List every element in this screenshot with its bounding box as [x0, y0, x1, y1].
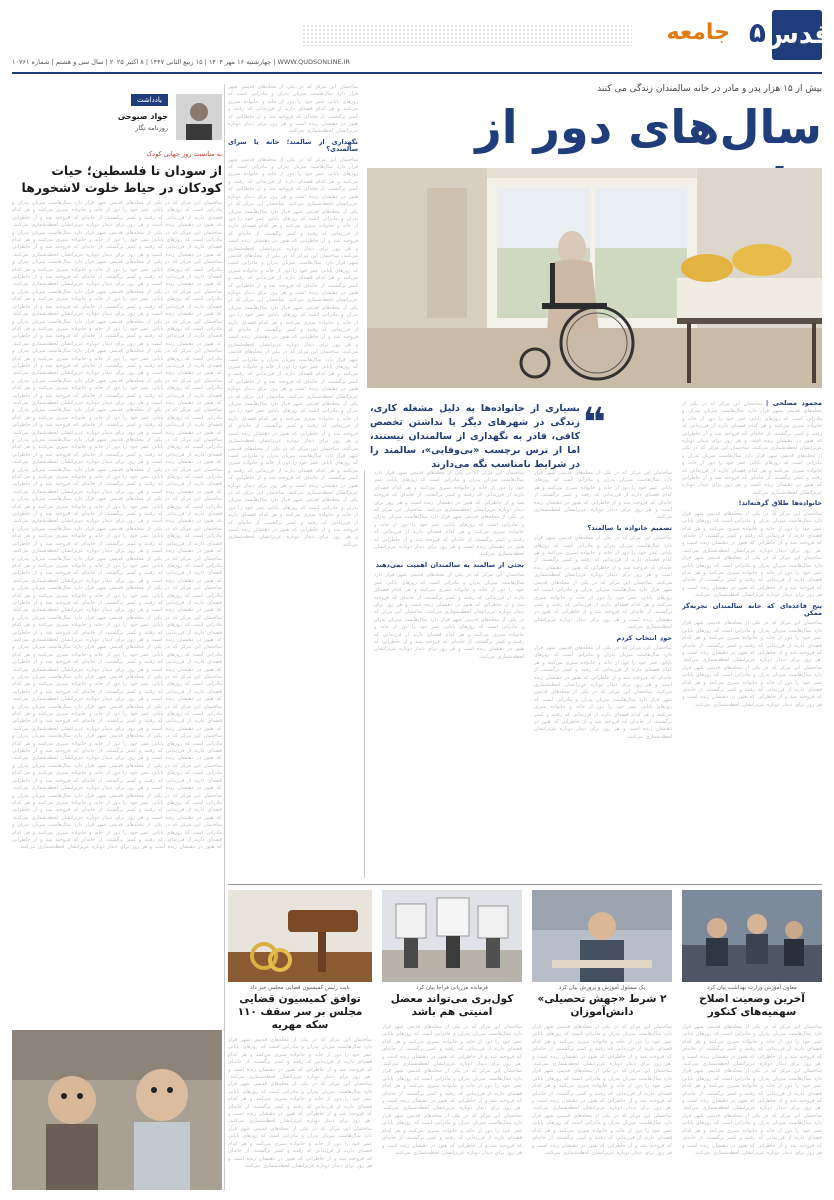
- author-role: روزنامه نگار: [135, 124, 168, 132]
- article-paragraph: ساختمان این مرکز که در یکی از محله‌های قدیمی شهر قرار دارد سال‌هاست میزبان پدران و مادرانی است که روزهای پایانی عمر خود را دور از خانه و خانواده سپری می‌کنند و هر کدام قصه‌ای دارند از فرزندانی که رفتند و کمتر برگشتند، از خانه‌ای که فروخته شد و از خاطراتی که هنوز در ذهنشان زنده است و هر روز برای دیدار دوباره عزیزانشان لحظه‌شماری می‌کنند.: [12, 466, 222, 495]
- author-portrait: [176, 94, 222, 140]
- article-paragraph: ساختمان این مرکز که در یکی از محله‌های قدیمی شهر قرار دارد سال‌هاست میزبان پدران و مادرانی است که روزهای پایانی عمر خود را دور از خانه و خانواده سپری می‌کنند و هر کدام قصه‌ای دارند از فرزندانی که رفتند و کمتر برگشتند، از خانه‌ای که فروخته شد و از خاطراتی که هنوز در ذهنشان زنده است و هر روز برای دیدار دوباره عزیزانشان لحظه‌شماری می‌کنند.: [12, 348, 222, 377]
- article-paragraph: ساختمان این مرکز که در یکی از محله‌های قدیمی شهر قرار دارد سال‌هاست میزبان پدران و مادرانی است که روزهای پایانی عمر خود را دور از خانه و خانواده سپری می‌کنند و هر کدام قصه‌ای دارند از فرزندانی که رفتند و کمتر برگشتند، از خانه‌ای که فروخته شد و از خاطراتی که هنوز در ذهنشان زنده است و هر روز برای دیدار دوباره عزیزانشان لحظه‌شماری می‌کنند.: [228, 156, 358, 208]
- article-paragraph: ساختمان این مرکز که در یکی از محله‌های قدیمی شهر قرار دارد سال‌هاست میزبان پدران و مادرانی است که روزهای پایانی عمر خود را دور از خانه و خانواده سپری می‌کنند و هر کدام قصه‌ای دارند از فرزندانی که رفتند و کمتر برگشتند، از خانه‌ای که فروخته شد و از خاطراتی که هنوز در ذهنشان زنده است و هر روز برای دیدار دوباره عزیزانشان لحظه‌شماری می‌کنند.: [228, 297, 358, 356]
- story-headline[interactable]: کول‌بری می‌تواند معضل امنیتی هم باشد: [390, 993, 514, 1018]
- article-paragraph: ساختمان این مرکز که در یکی از محله‌های قدیمی شهر قرار دارد سال‌هاست میزبان پدران و مادرانی است که روزهای پایانی عمر خود را دور از خانه و خانواده سپری می‌کنند و هر کدام قصه‌ای دارند از فرزندانی که رفتند و کمتر برگشتند، از خانه‌ای که فروخته شد و از خاطراتی که هنوز در ذهنشان زنده است و هر روز برای دیدار دوباره عزیزانشان لحظه‌شماری می‌کنند.: [228, 84, 358, 135]
- article-paragraph: ساختمان این مرکز که در یکی از محله‌های قدیمی شهر قرار دارد سال‌هاست میزبان پدران و مادرانی است که روزهای پایانی عمر خود را دور از خانه و خانواده سپری می‌کنند و هر کدام قصه‌ای دارند از فرزندانی که رفتند و کمتر برگشتند، از خانه‌ای که فروخته شد و از خاطراتی که هنوز در ذهنشان زنده است و هر روز برای دیدار دوباره عزیزانشان لحظه‌شماری می‌کنند.: [682, 1112, 822, 1156]
- article-paragraph: ساختمان این مرکز که در یکی از محله‌های قدیمی شهر قرار دارد سال‌هاست میزبان پدران و مادرانی است که روزهای پایانی عمر خود را دور از خانه و خانواده سپری می‌کنند و هر کدام قصه‌ای دارند از فرزندانی که رفتند و کمتر برگشتند، از خانه‌ای که فروخته شد و از خاطراتی که هنوز در ذهنشان زنده است و هر روز برای دیدار دوباره عزیزانشان لحظه‌شماری می‌کنند.: [682, 620, 822, 664]
- column-divider: [224, 84, 225, 1190]
- article-paragraph: ساختمان این مرکز که در یکی از محله‌های قدیمی شهر قرار دارد سال‌هاست میزبان پدران و مادرانی است که روزهای پایانی عمر خود را دور از خانه و خانواده سپری می‌کنند و هر کدام قصه‌ای دارند از فرزندانی که رفتند و کمتر برگشتند، از خانه‌ای که فروخته شد و از خاطراتی که هنوز در ذهنشان زنده است و هر روز برای دیدار دوباره عزیزانشان لحظه‌شماری می‌کنند.: [228, 1125, 372, 1169]
- main-body-col-1: [682, 400, 822, 878]
- header-decoration: [302, 24, 632, 46]
- opinion-headline[interactable]: از سودان تا فلسطین؛ حیات کودکان در حیاط خلوت لاشخورها: [21, 163, 222, 195]
- bottom-story-3[interactable]: [382, 890, 522, 1190]
- article-paragraph: ساختمان این مرکز که در یکی از محله‌های قدیمی شهر قرار دارد سال‌هاست میزبان پدران و مادرانی است که روزهای پایانی عمر خود را دور از خانه و خانواده سپری می‌کنند و هر کدام قصه‌ای دارند از فرزندانی که رفتند و کمتر برگشتند، از خانه‌ای که فروخته شد و از خاطراتی که هنوز در ذهنشان زنده است و هر روز برای دیدار دوباره عزیزانشان لحظه‌شماری می‌کنند.: [228, 252, 358, 304]
- story-body: [382, 1024, 522, 1189]
- porters-illustration: [382, 890, 522, 982]
- column-divider: [364, 470, 365, 878]
- article-paragraph: ساختمان این مرکز که در یکی از محله‌های قدیمی شهر قرار دارد سال‌هاست میزبان پدران و مادرانی است که روزهای پایانی عمر خود را دور از خانه و خانواده سپری می‌کنند و هر کدام قصه‌ای دارند از فرزندانی که رفتند و کمتر برگشتند، از خانه‌ای که فروخته شد و از خاطراتی که هنوز در ذهنشان زنده است و هر روز برای دیدار دوباره عزیزانشان لحظه‌شماری می‌کنند.: [374, 609, 524, 660]
- article-paragraph: ساختمان این مرکز که در یکی از محله‌های قدیمی شهر قرار دارد سال‌هاست میزبان پدران و مادرانی است که روزهای پایانی عمر خود را دور از خانه و خانواده سپری می‌کنند و هر کدام قصه‌ای دارند از فرزندانی که رفتند و کمتر برگشتند، از خانه‌ای که فروخته شد و از خاطراتی که هنوز در ذهنشان زنده است و هر روز برای دیدار دوباره عزیزانشان لحظه‌شماری می‌کنند.: [12, 525, 222, 555]
- story-kicker: فرمانده مرزبانی فراجا بیان کرد: [416, 985, 488, 991]
- article-byline: محمود مصلحی |: [765, 400, 822, 407]
- story-photo-porters: [382, 890, 522, 982]
- opinion-kicker: به مناسبت روز جهانی کودک: [146, 150, 222, 158]
- story-headline[interactable]: ۲ شرط «جهش تحصیلی» دانش‌آموزان: [537, 993, 667, 1018]
- article-paragraph: ساختمان این مرکز که در یکی از محله‌های قدیمی شهر قرار دارد سال‌هاست میزبان پدران و مادرانی است که روزهای پایانی عمر خود را دور از خانه و خانواده سپری می‌کنند و هر کدام قصه‌ای دارند از فرزندانی که رفتند و کمتر برگشتند، از خانه‌ای که فروخته شد و از خاطراتی که هنوز در ذهنشان زنده است و هر روز برای دیدار دوباره عزیزانشان لحظه‌شماری می‌کنند.: [12, 200, 222, 229]
- article-paragraph: ساختمان این مرکز که در یکی از محله‌های قدیمی شهر قرار دارد سال‌هاست میزبان پدران و مادرانی است که روزهای پایانی عمر خود را دور از خانه و خانواده سپری می‌کنند و هر کدام قصه‌ای دارند از فرزندانی که رفتند و کمتر برگشتند، از خانه‌ای که فروخته شد و از خاطراتی که هنوز در ذهنشان زنده است و هر روز برای دیدار دوباره عزیزانشان لحظه‌شماری می‌کنند.: [12, 288, 222, 318]
- page-header: [12, 10, 831, 70]
- article-paragraph: ساختمان این مرکز که در یکی از محله‌های قدیمی شهر قرار دارد سال‌هاست میزبان پدران و مادرانی است که روزهای پایانی عمر خود را دور از خانه و خانواده سپری می‌کنند و هر کدام قصه‌ای دارند از فرزندانی که رفتند و کمتر برگشتند، از خانه‌ای که فروخته شد و از خاطراتی که هنوز در ذهنشان زنده است و هر روز برای دیدار دوباره عزیزانشان لحظه‌شماری می‌کنند.: [12, 822, 222, 851]
- story-photo-gavel-rings: [228, 890, 372, 982]
- main-body-col-4: [228, 84, 358, 878]
- article-subhead: تصمیم خانواده یا سالمند؟: [587, 523, 672, 532]
- article-paragraph: ساختمان این مرکز که در یکی از محله‌های قدیمی شهر قرار دارد سال‌هاست میزبان پدران و مادرانی است که روزهای پایانی عمر خود را دور از خانه و خانواده سپری می‌کنند و هر کدام قصه‌ای دارند از فرزندانی که رفتند و کمتر برگشتند، از خانه‌ای که فروخته شد و از خاطراتی که هنوز در ذهنشان زنده است و هر روز برای دیدار دوباره عزیزانشان لحظه‌شماری می‌کنند.: [12, 496, 222, 525]
- date-line: WWW.QUDSONLINE.IR | چهارشنبه ۱۶ مهر ۱۴۰۴ | ۱۵ ربیع الثانی ۱۴۴۷ | ۸ اکتبر ۲۰۲۵ | سال سی و هشتم | شماره ۱۰۷۶۱: [12, 58, 351, 66]
- bottom-story-4[interactable]: [228, 890, 372, 1190]
- article-paragraph: ساختمان این مرکز که در یکی از محله‌های قدیمی شهر قرار دارد سال‌هاست میزبان پدران و مادرانی است که روزهای پایانی عمر خود را دور از خانه و خانواده سپری می‌کنند و هر کدام قصه‌ای دارند از فرزندانی که رفتند و کمتر برگشتند، از خانه‌ای که فروخته شد و از خاطراتی که هنوز در ذهنشان زنده است و هر روز برای دیدار دوباره عزیزانشان لحظه‌شماری می‌کنند.: [228, 393, 358, 452]
- quote-mark-icon: ❝: [582, 400, 606, 446]
- page-number: ۵: [748, 16, 766, 49]
- article-paragraph: ساختمان این مرکز که در یکی از محله‌های قدیمی شهر قرار دارد سال‌هاست میزبان پدران و مادرانی است که روزهای پایانی عمر خود را دور از خانه و خانواده سپری می‌کنند و هر کدام قصه‌ای دارند از فرزندانی که رفتند و کمتر برگشتند، از خانه‌ای که فروخته شد و از خاطراتی که هنوز در ذهنشان زنده است و هر روز برای دیدار دوباره عزیزانشان لحظه‌شماری می‌کنند.: [682, 1024, 822, 1068]
- story-headline[interactable]: آخرین وضعیت اصلاح سهمیه‌های کنکور: [699, 993, 805, 1018]
- author-name: جواد صبوحی: [117, 112, 168, 121]
- article-paragraph: ساختمان این مرکز که در یکی از محله‌های قدیمی شهر قرار دارد سال‌هاست میزبان پدران و مادرانی است که روزهای پایانی عمر خود را دور از خانه و خانواده سپری می‌کنند و هر کدام قصه‌ای دارند از فرزندانی که رفتند و کمتر برگشتند، از خانه‌ای که فروخته شد و از خاطراتی که هنوز در ذهنشان زنده است و هر روز برای دیدار دوباره عزیزانشان لحظه‌شماری می‌کنند.: [228, 201, 358, 259]
- story-kicker: نایب رئیس کمیسیون قضایی مجلس خبر داد: [250, 985, 350, 991]
- article-paragraph: ساختمان این مرکز که در یکی از محله‌های قدیمی شهر قرار دارد سال‌هاست میزبان پدران و مادرانی است که روزهای پایانی عمر خود را دور از خانه و خانواده سپری می‌کنند و هر کدام قصه‌ای دارند از فرزندانی که رفتند و کمتر برگشتند، از خانه‌ای که فروخته شد و از خاطراتی که هنوز در ذهنشان زنده است و هر روز برای دیدار دوباره عزیزانشان لحظه‌شماری می‌کنند.: [382, 1024, 522, 1068]
- children-illustration: [12, 1030, 222, 1190]
- article-paragraph: ساختمان این مرکز که در یکی از محله‌های قدیمی شهر قرار دارد سال‌هاست میزبان پدران و مادرانی است که روزهای پایانی عمر خود را دور از خانه و خانواده سپری می‌کنند و هر کدام قصه‌ای دارند از فرزندانی که رفتند و کمتر برگشتند، از خانه‌ای که فروخته شد و از خاطراتی که هنوز در ذهنشان زنده است و هر روز برای دیدار دوباره عزیزانشان لحظه‌شماری می‌کنند.: [534, 470, 672, 521]
- main-photo-elderly-woman-wheelchair: [367, 168, 822, 388]
- article-paragraph: ساختمان این مرکز که در یکی از محله‌های قدیمی شهر قرار دارد سال‌هاست میزبان پدران و مادرانی است که روزهای پایانی عمر خود را دور از خانه و خانواده سپری می‌کنند و هر کدام قصه‌ای دارند از فرزندانی که رفتند و کمتر برگشتند، از خانه‌ای که فروخته شد و از خاطراتی که هنوز در ذهنشان زنده است و هر روز برای دیدار دوباره عزیزانشان لحظه‌شماری می‌کنند.: [534, 535, 672, 586]
- article-subhead: خانواده‌ها طلاق گرفته‌اند!: [738, 499, 822, 508]
- article-paragraph: ساختمان این مرکز که در یکی از محله‌های قدیمی شهر قرار دارد سال‌هاست میزبان پدران و مادرانی است که روزهای پایانی عمر خود را دور از خانه و خانواده سپری می‌کنند و هر کدام قصه‌ای دارند از فرزندانی که رفتند و کمتر برگشتند، از خانه‌ای که فروخته شد و از خاطراتی که هنوز در ذهنشان زنده است و هر روز برای دیدار دوباره عزیزانشان لحظه‌شماری می‌کنند.: [682, 1068, 822, 1112]
- article-paragraph: ساختمان این مرکز که در یکی از محله‌های قدیمی شهر قرار دارد سال‌هاست میزبان پدران و مادرانی است که روزهای پایانی عمر خود را دور از خانه و خانواده سپری می‌کنند و هر کدام قصه‌ای دارند از فرزندانی که رفتند و کمتر برگشتند، از خانه‌ای که فروخته شد و از خاطراتی که هنوز در ذهنشان زنده است و هر روز برای دیدار دوباره عزیزانشان لحظه‌شماری می‌کنند.: [228, 1037, 372, 1081]
- article-paragraph: ساختمان این مرکز که در یکی از محله‌های قدیمی شهر قرار دارد سال‌هاست میزبان پدران و مادرانی است که روزهای پایانی عمر خود را دور از خانه و خانواده سپری می‌کنند و هر کدام قصه‌ای دارند از فرزندانی که رفتند و کمتر برگشتند، از خانه‌ای که فروخته شد و از خاطراتی که هنوز در ذهنشان زنده است و هر روز برای دیدار دوباره عزیزانشان لحظه‌شماری می‌کنند.: [228, 349, 358, 400]
- article-paragraph: ساختمان این مرکز که در یکی از محله‌های قدیمی شهر قرار دارد سال‌هاست میزبان پدران و مادرانی است که روزهای پایانی عمر خود را دور از خانه و خانواده سپری می‌کنند و هر کدام قصه‌ای دارند از فرزندانی که رفتند و کمتر برگشتند، از خانه‌ای که فروخته شد و از خاطراتی که هنوز در ذهنشان زنده است و هر روز برای دیدار دوباره عزیزانشان لحظه‌شماری می‌کنند.: [532, 1024, 672, 1068]
- article-paragraph: ساختمان این مرکز که در یکی از محله‌های قدیمی شهر قرار دارد سال‌هاست میزبان پدران و مادرانی است که روزهای پایانی عمر خود را دور از خانه و خانواده سپری می‌کنند و هر کدام قصه‌ای دارند از فرزندانی که رفتند و کمتر برگشتند، از خانه‌ای که فروخته شد و از خاطراتی که هنوز در ذهنشان زنده است و هر روز برای دیدار دوباره عزیزانشان لحظه‌شماری می‌کنند.: [12, 703, 222, 732]
- article-paragraph: ساختمان این مرکز که در یکی از محله‌های قدیمی شهر قرار دارد سال‌هاست میزبان پدران و مادرانی است که روزهای پایانی عمر خود را دور از خانه و خانواده سپری می‌کنند و هر کدام قصه‌ای دارند از فرزندانی که رفتند و کمتر برگشتند، از خانه‌ای که فروخته شد و از خاطراتی که هنوز در ذهنشان زنده است و هر روز برای دیدار دوباره عزیزانشان لحظه‌شماری می‌کنند.: [532, 1068, 672, 1112]
- bottom-story-2[interactable]: [532, 890, 672, 1190]
- article-paragraph: ساختمان این مرکز که در یکی از محله‌های قدیمی شهر قرار دارد سال‌هاست میزبان پدران و مادرانی است که روزهای پایانی عمر خود را دور از خانه و خانواده سپری می‌کنند و هر کدام قصه‌ای دارند از فرزندانی که رفتند و کمتر برگشتند، از خانه‌ای که فروخته شد و از خاطراتی که هنوز در ذهنشان زنده است و هر روز برای دیدار دوباره عزیزانشان لحظه‌شماری می‌کنند.: [12, 644, 222, 673]
- story-photo-student: [532, 890, 672, 982]
- article-paragraph: ساختمان این مرکز که در یکی از محله‌های قدیمی شهر قرار دارد سال‌هاست میزبان پدران و مادرانی است که روزهای پایانی عمر خود را دور از خانه و خانواده سپری می‌کنند و هر کدام قصه‌ای دارند از فرزندانی که رفتند و کمتر برگشتند، از خانه‌ای که فروخته شد و از خاطراتی که هنوز در ذهنشان زنده است و هر روز برای دیدار دوباره عزیزانشان لحظه‌شماری می‌کنند.: [12, 674, 222, 703]
- article-paragraph: ساختمان این مرکز که در یکی از محله‌های قدیمی شهر قرار دارد سال‌هاست میزبان پدران و مادرانی است که روزهای پایانی عمر خود را دور از خانه و خانواده سپری می‌کنند و هر کدام قصه‌ای دارند از فرزندانی که رفتند و کمتر برگشتند، از خانه‌ای که فروخته شد و از خاطراتی که هنوز در ذهنشان زنده است و هر روز برای دیدار دوباره عزیزانشان لحظه‌شماری می‌کنند.: [682, 401, 822, 452]
- story-kicker: معاون آموزش وزارت بهداشت بیان کرد: [707, 985, 797, 991]
- article-paragraph: ساختمان این مرکز که در یکی از محله‌های قدیمی شهر قرار دارد سال‌هاست میزبان پدران و مادرانی است که روزهای پایانی عمر خود را دور از خانه و خانواده سپری می‌کنند و هر کدام قصه‌ای دارند از فرزندانی که رفتند و کمتر برگشتند، از خانه‌ای که فروخته شد و از خاطراتی که هنوز در ذهنشان زنده است و هر روز برای دیدار دوباره عزیزانشان لحظه‌شماری می‌کنند.: [12, 585, 222, 614]
- article-paragraph: ساختمان این مرکز که در یکی از محله‌های قدیمی شهر قرار دارد سال‌هاست میزبان پدران و مادرانی است که روزهای پایانی عمر خود را دور از خانه و خانواده سپری می‌کنند و هر کدام قصه‌ای دارند از فرزندانی که رفتند و کمتر برگشتند، از خانه‌ای که فروخته شد و از خاطراتی که هنوز در ذهنشان زنده است و هر روز برای دیدار دوباره عزیزانشان لحظه‌شماری می‌کنند.: [534, 644, 672, 696]
- gavel-illustration: [228, 890, 372, 982]
- classroom-illustration: [682, 890, 822, 982]
- article-paragraph: ساختمان این مرکز که در یکی از محله‌های قدیمی شهر قرار دارد سال‌هاست میزبان پدران و مادرانی است که روزهای پایانی عمر خود را دور از خانه و خانواده سپری می‌کنند و هر کدام قصه‌ای دارند از فرزندانی که رفتند و کمتر برگشتند، از خانه‌ای که فروخته شد و از خاطراتی که هنوز در ذهنشان زنده است و هر روز برای دیدار دوباره عزیزانشان لحظه‌شماری می‌کنند.: [534, 689, 672, 740]
- room-illustration: [367, 168, 822, 388]
- article-paragraph: ساختمان این مرکز که در یکی از محله‌های قدیمی شهر قرار دارد سال‌هاست میزبان پدران و مادرانی است که روزهای پایانی عمر خود را دور از خانه و خانواده سپری می‌کنند و هر کدام قصه‌ای دارند از فرزندانی که رفتند و کمتر برگشتند، از خانه‌ای که فروخته شد و از خاطراتی که هنوز در ذهنشان زنده است و هر روز برای دیدار دوباره عزیزانشان لحظه‌شماری می‌کنند.: [534, 579, 672, 631]
- opinion-tag: یادداشت: [131, 94, 168, 106]
- story-headline[interactable]: توافق کمیسیون قضایی مجلس بر سر سقف ۱۱۰ سکه مهریه: [237, 993, 363, 1031]
- article-paragraph: ساختمان این مرکز که در یکی از محله‌های قدیمی شهر قرار دارد سال‌هاست میزبان پدران و مادرانی است که روزهای پایانی عمر خود را دور از خانه و خانواده سپری می‌کنند و هر کدام قصه‌ای دارند از فرزندانی که رفتند و کمتر برگشتند، از خانه‌ای که فروخته شد و از خاطراتی که هنوز در ذهنشان زنده است و هر روز برای دیدار دوباره عزیزانشان لحظه‌شماری می‌کنند.: [12, 229, 222, 258]
- article-paragraph: ساختمان این مرکز که در یکی از محله‌های قدیمی شهر قرار دارد سال‌هاست میزبان پدران و مادرانی است که روزهای پایانی عمر خود را دور از خانه و خانواده سپری می‌کنند و هر کدام قصه‌ای دارند از فرزندانی که رفتند و کمتر برگشتند، از خانه‌ای که فروخته شد و از خاطراتی که هنوز در ذهنشان زنده است و هر روز برای دیدار دوباره عزیزانشان لحظه‌شماری می‌کنند.: [228, 489, 358, 548]
- story-body: [228, 1037, 372, 1200]
- article-paragraph: ساختمان این مرکز که در یکی از محله‌های قدیمی شهر قرار دارد سال‌هاست میزبان پدران و مادرانی است که روزهای پایانی عمر خود را دور از خانه و خانواده سپری می‌کنند و هر کدام قصه‌ای دارند از فرزندانی که رفتند و کمتر برگشتند، از خانه‌ای که فروخته شد و از خاطراتی که هنوز در ذهنشان زنده است و هر روز برای دیدار دوباره عزیزانشان لحظه‌شماری می‌کنند.: [682, 510, 822, 554]
- main-body-col-2: [534, 470, 672, 878]
- article-paragraph: ساختمان این مرکز که در یکی از محله‌های قدیمی شهر قرار دارد سال‌هاست میزبان پدران و مادرانی است که روزهای پایانی عمر خود را دور از خانه و خانواده سپری می‌کنند و هر کدام قصه‌ای دارند از فرزندانی که رفتند و کمتر برگشتند، از خانه‌ای که فروخته شد و از خاطراتی که هنوز در ذهنشان زنده است و هر روز برای دیدار دوباره عزیزانشان لحظه‌شماری می‌کنند.: [12, 555, 222, 584]
- article-subhead: بحثی از سالمند به سالمندان اهمیت نمی‌دهند: [375, 560, 524, 569]
- article-paragraph: ساختمان این مرکز که در یکی از محله‌های قدیمی شهر قرار دارد سال‌هاست میزبان پدران و مادرانی است که روزهای پایانی عمر خود را دور از خانه و خانواده سپری می‌کنند و هر کدام قصه‌ای دارند از فرزندانی که رفتند و کمتر برگشتند، از خانه‌ای که فروخته شد و از خاطراتی که هنوز در ذهنشان زنده است و هر روز برای دیدار دوباره عزیزانشان لحظه‌شماری می‌کنند.: [12, 318, 222, 347]
- article-paragraph: ساختمان این مرکز که در یکی از محله‌های قدیمی شهر قرار دارد سال‌هاست میزبان پدران و مادرانی است که روزهای پایانی عمر خود را دور از خانه و خانواده سپری می‌کنند و هر کدام قصه‌ای دارند از فرزندانی که رفتند و کمتر برگشتند، از خانه‌ای که فروخته شد و از خاطراتی که هنوز در ذهنشان زنده است و هر روز برای دیدار دوباره عزیزانشان لحظه‌شماری می‌کنند.: [382, 1112, 522, 1156]
- article-paragraph: ساختمان این مرکز که در یکی از محله‌های قدیمی شهر قرار دارد سال‌هاست میزبان پدران و مادرانی است که روزهای پایانی عمر خود را دور از خانه و خانواده سپری می‌کنند و هر کدام قصه‌ای دارند از فرزندانی که رفتند و کمتر برگشتند، از خانه‌ای که فروخته شد و از خاطراتی که هنوز در ذهنشان زنده است و هر روز برای دیدار دوباره عزیزانشان لحظه‌شماری می‌کنند.: [12, 377, 222, 406]
- article-paragraph: ساختمان این مرکز که در یکی از محله‌های قدیمی شهر قرار دارد سال‌هاست میزبان پدران و مادرانی است که روزهای پایانی عمر خود را دور از خانه و خانواده سپری می‌کنند و هر کدام قصه‌ای دارند از فرزندانی که رفتند و کمتر برگشتند، از خانه‌ای که فروخته شد و از خاطراتی که هنوز در ذهنشان زنده است و هر روز برای دیدار دوباره عزیزانشان لحظه‌شماری می‌کنند.: [682, 555, 822, 599]
- section-title: جامعه: [666, 20, 730, 45]
- article-paragraph: ساختمان این مرکز که در یکی از محله‌های قدیمی شهر قرار دارد سال‌هاست میزبان پدران و مادرانی است که روزهای پایانی عمر خود را دور از خانه و خانواده سپری می‌کنند و هر کدام قصه‌ای دارند از فرزندانی که رفتند و کمتر برگشتند، از خانه‌ای که فروخته شد و از خاطراتی که هنوز در ذهنشان زنده است و هر روز برای دیدار دوباره عزیزانشان لحظه‌شماری می‌کنند.: [228, 445, 358, 496]
- main-headline[interactable]: سال‌های دور از: [475, 100, 822, 154]
- article-subhead: پنج قاعده‌ای که خانه سالمندان تجربه‌گر ممکن: [682, 601, 822, 617]
- main-body-col-3: [374, 470, 524, 878]
- pull-quote: [370, 400, 606, 470]
- article-paragraph: ساختمان این مرکز که در یکی از محله‌های قدیمی شهر قرار دارد سال‌هاست میزبان پدران و مادرانی است که روزهای پایانی عمر خود را دور از خانه و خانواده سپری می‌کنند و هر کدام قصه‌ای دارند از فرزندانی که رفتند و کمتر برگشتند، از خانه‌ای که فروخته شد و از خاطراتی که هنوز در ذهنشان زنده است و هر روز برای دیدار دوباره عزیزانشان لحظه‌شماری می‌کنند.: [228, 1081, 372, 1125]
- pull-quote-text: بسیاری از خانواده‌ها به دلیل مشغله کاری، زندگی در شهرهای دیگر یا نداشتن تخصص کافی، قادر به نگهداری از سالمندان نیستند، اما از ترس برچسب «بی‌وفایی»، سالمند را در شرایط نامناسب نگه می‌دارند: [370, 403, 580, 470]
- article-paragraph: ساختمان این مرکز که در یکی از محله‌های قدیمی شهر قرار دارد سال‌هاست میزبان پدران و مادرانی است که روزهای پایانی عمر خود را دور از خانه و خانواده سپری می‌کنند و هر کدام قصه‌ای دارند از فرزندانی که رفتند و کمتر برگشتند، از خانه‌ای که فروخته شد و از خاطراتی که هنوز در ذهنشان زنده است و هر روز برای دیدار دوباره عزیزانشان لحظه‌شماری می‌کنند.: [12, 733, 222, 762]
- bottom-divider: [228, 884, 822, 885]
- article-paragraph: ساختمان این مرکز که در یکی از محله‌های قدیمی شهر قرار دارد سال‌هاست میزبان پدران و مادرانی است که روزهای پایانی عمر خود را دور از خانه و خانواده سپری می‌کنند و هر کدام قصه‌ای دارند از فرزندانی که رفتند و کمتر برگشتند، از خانه‌ای که فروخته شد و از خاطراتی که هنوز در ذهنشان زنده است و هر روز برای دیدار دوباره عزیزانشان لحظه‌شماری می‌کنند.: [12, 762, 222, 792]
- newspaper-logo[interactable]: قدس: [772, 10, 822, 60]
- article-paragraph: ساختمان این مرکز که در یکی از محله‌های قدیمی شهر قرار دارد سال‌هاست میزبان پدران و مادرانی است که روزهای پایانی عمر خود را دور از خانه و خانواده سپری می‌کنند و هر کدام قصه‌ای دارند از فرزندانی که رفتند و کمتر برگشتند، از خانه‌ای که فروخته شد و از خاطراتی که هنوز در ذهنشان زنده است و هر روز برای دیدار دوباره عزیزانشان لحظه‌شماری می‌کنند.: [12, 407, 222, 436]
- story-photo-classroom: [682, 890, 822, 982]
- main-kicker: بیش از ۱۵ هزار پدر و مادر در خانه سالمندان زندگی می کنند: [597, 84, 822, 94]
- opinion-photo-children: [12, 1030, 222, 1190]
- article-paragraph: ساختمان این مرکز که در یکی از محله‌های قدیمی شهر قرار دارد سال‌هاست میزبان پدران و مادرانی است که روزهای پایانی عمر خود را دور از خانه و خانواده سپری می‌کنند و هر کدام قصه‌ای دارند از فرزندانی که رفتند و کمتر برگشتند، از خانه‌ای که فروخته شد و از خاطراتی که هنوز در ذهنشان زنده است و هر روز برای دیدار دوباره عزیزانشان لحظه‌شماری می‌کنند.: [682, 445, 822, 496]
- article-paragraph: ساختمان این مرکز که در یکی از محله‌های قدیمی شهر قرار دارد سال‌هاست میزبان پدران و مادرانی است که روزهای پایانی عمر خود را دور از خانه و خانواده سپری می‌کنند و هر کدام قصه‌ای دارند از فرزندانی که رفتند و کمتر برگشتند، از خانه‌ای که فروخته شد و از خاطراتی که هنوز در ذهنشان زنده است و هر روز برای دیدار دوباره عزیزانشان لحظه‌شماری می‌کنند.: [374, 507, 524, 558]
- article-subhead: نگهداری از سالمند؛ خانه یا سرای سالمندی؟: [228, 137, 358, 154]
- student-illustration: [532, 890, 672, 982]
- article-paragraph: ساختمان این مرکز که در یکی از محله‌های قدیمی شهر قرار دارد سال‌هاست میزبان پدران و مادرانی است که روزهای پایانی عمر خود را دور از خانه و خانواده سپری می‌کنند و هر کدام قصه‌ای دارند از فرزندانی که رفتند و کمتر برگشتند، از خانه‌ای که فروخته شد و از خاطراتی که هنوز در ذهنشان زنده است و هر روز برای دیدار دوباره عزیزانشان لحظه‌شماری می‌کنند.: [532, 1112, 672, 1156]
- author-avatar: [176, 94, 222, 140]
- opinion-header: [12, 94, 222, 140]
- header-divider: [12, 72, 822, 74]
- article-paragraph: ساختمان این مرکز که در یکی از محله‌های قدیمی شهر قرار دارد سال‌هاست میزبان پدران و مادرانی است که روزهای پایانی عمر خود را دور از خانه و خانواده سپری می‌کنند و هر کدام قصه‌ای دارند از فرزندانی که رفتند و کمتر برگشتند، از خانه‌ای که فروخته شد و از خاطراتی که هنوز در ذهنشان زنده است و هر روز برای دیدار دوباره عزیزانشان لحظه‌شماری می‌کنند.: [12, 259, 222, 288]
- article-paragraph: ساختمان این مرکز که در یکی از محله‌های قدیمی شهر قرار دارد سال‌هاست میزبان پدران و مادرانی است که روزهای پایانی عمر خود را دور از خانه و خانواده سپری می‌کنند و هر کدام قصه‌ای دارند از فرزندانی که رفتند و کمتر برگشتند، از خانه‌ای که فروخته شد و از خاطراتی که هنوز در ذهنشان زنده است و هر روز برای دیدار دوباره عزیزانشان لحظه‌شماری می‌کنند.: [374, 470, 524, 514]
- article-paragraph: ساختمان این مرکز که در یکی از محله‌های قدیمی شهر قرار دارد سال‌هاست میزبان پدران و مادرانی است که روزهای پایانی عمر خود را دور از خانه و خانواده سپری می‌کنند و هر کدام قصه‌ای دارند از فرزندانی که رفتند و کمتر برگشتند، از خانه‌ای که فروخته شد و از خاطراتی که هنوز در ذهنشان زنده است و هر روز برای دیدار دوباره عزیزانشان لحظه‌شماری می‌کنند.: [374, 572, 524, 616]
- story-kicker: یک مسئول آموزش و پرورش بیان کرد: [558, 985, 646, 991]
- story-body: [682, 1024, 822, 1189]
- article-paragraph: ساختمان این مرکز که در یکی از محله‌های قدیمی شهر قرار دارد سال‌هاست میزبان پدران و مادرانی است که روزهای پایانی عمر خود را دور از خانه و خانواده سپری می‌کنند و هر کدام قصه‌ای دارند از فرزندانی که رفتند و کمتر برگشتند، از خانه‌ای که فروخته شد و از خاطراتی که هنوز در ذهنشان زنده است و هر روز برای دیدار دوباره عزیزانشان لحظه‌شماری می‌کنند.: [12, 792, 222, 821]
- opinion-body: [12, 200, 222, 1022]
- article-subhead: خودِ انتخاب کردم: [616, 633, 672, 642]
- article-paragraph: ساختمان این مرکز که در یکی از محله‌های قدیمی شهر قرار دارد سال‌هاست میزبان پدران و مادرانی است که روزهای پایانی عمر خود را دور از خانه و خانواده سپری می‌کنند و هر کدام قصه‌ای دارند از فرزندانی که رفتند و کمتر برگشتند، از خانه‌ای که فروخته شد و از خاطراتی که هنوز در ذهنشان زنده است و هر روز برای دیدار دوباره عزیزانشان لحظه‌شماری می‌کنند.: [382, 1068, 522, 1112]
- bottom-story-1[interactable]: [682, 890, 822, 1190]
- article-paragraph: ساختمان این مرکز که در یکی از محله‌های قدیمی شهر قرار دارد سال‌هاست میزبان پدران و مادرانی است که روزهای پایانی عمر خود را دور از خانه و خانواده سپری می‌کنند و هر کدام قصه‌ای دارند از فرزندانی که رفتند و کمتر برگشتند، از خانه‌ای که فروخته شد و از خاطراتی که هنوز در ذهنشان زنده است و هر روز برای دیدار دوباره عزیزانشان لحظه‌شماری می‌کنند.: [12, 614, 222, 643]
- story-body: [532, 1024, 672, 1189]
- article-paragraph: ساختمان این مرکز که در یکی از محله‌های قدیمی شهر قرار دارد سال‌هاست میزبان پدران و مادرانی است که روزهای پایانی عمر خود را دور از خانه و خانواده سپری می‌کنند و هر کدام قصه‌ای دارند از فرزندانی که رفتند و کمتر برگشتند، از خانه‌ای که فروخته شد و از خاطراتی که هنوز در ذهنشان زنده است و هر روز برای دیدار دوباره عزیزانشان لحظه‌شماری می‌کنند.: [12, 437, 222, 466]
- article-paragraph: ساختمان این مرکز که در یکی از محله‌های قدیمی شهر قرار دارد سال‌هاست میزبان پدران و مادرانی است که روزهای پایانی عمر خود را دور از خانه و خانواده سپری می‌کنند و هر کدام قصه‌ای دارند از فرزندانی که رفتند و کمتر برگشتند، از خانه‌ای که فروخته شد و از خاطراتی که هنوز در ذهنشان زنده است و هر روز برای دیدار دوباره عزیزانشان لحظه‌شماری می‌کنند.: [682, 664, 822, 708]
